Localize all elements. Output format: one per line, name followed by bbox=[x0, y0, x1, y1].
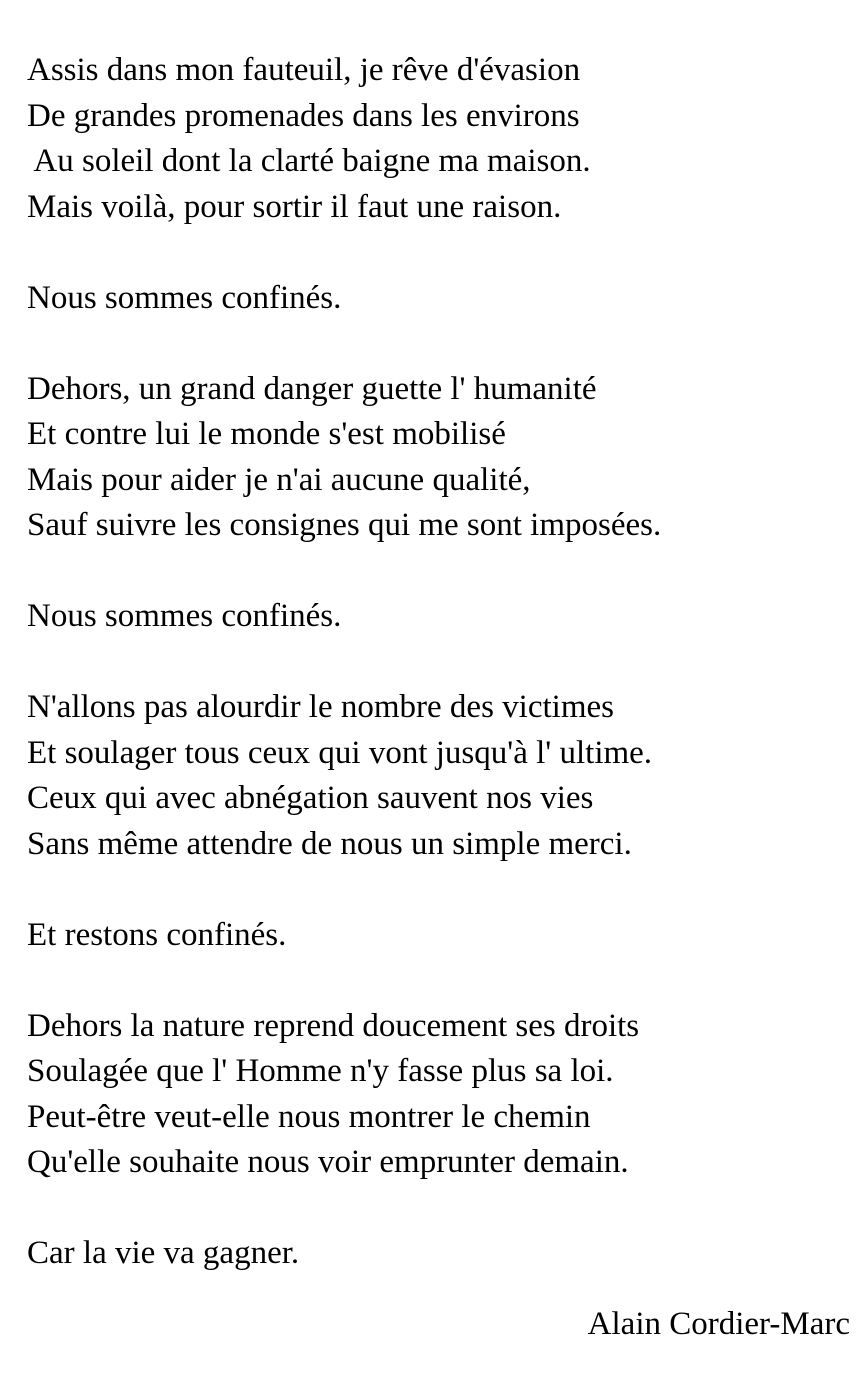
poem-line: Qu'elle souhaite nous voir emprunter demain. bbox=[27, 1144, 629, 1180]
refrain-3: Et restons confinés. bbox=[27, 916, 287, 953]
poem-line: De grandes promenades dans les environs bbox=[27, 97, 580, 134]
poem-line: Ceux qui avec abnégation sauvent nos vies bbox=[27, 780, 594, 816]
poem-line: Et contre lui le monde s'est mobilisé bbox=[27, 416, 506, 452]
poem-line: Peut-être veut-elle nous montrer le chemin bbox=[27, 1098, 591, 1135]
poem-line: Au soleil dont la clarté baigne ma maison. bbox=[27, 143, 591, 179]
poem-line: Dehors la nature reprend doucement ses droits bbox=[27, 1007, 640, 1044]
poem-line: Sauf suivre les consignes qui me sont imposées. bbox=[27, 507, 662, 543]
stanza-gap bbox=[27, 640, 857, 686]
stanza-3 bbox=[27, 685, 857, 867]
poem-line: Soulagée que l' Homme n'y fasse plus sa loi. bbox=[27, 1053, 614, 1089]
poem-line: Assis dans mon fauteuil, je rêve d'évasion bbox=[27, 52, 581, 88]
refrain-1: Nous sommes confinés. bbox=[27, 279, 342, 316]
poem-line: Mais pour aider je n'ai aucune qualité, bbox=[27, 461, 531, 498]
poem-line: Mais voilà, pour sortir il faut une raison. bbox=[27, 188, 562, 225]
stanza-gap bbox=[27, 1186, 857, 1232]
stanza-1 bbox=[27, 48, 857, 230]
stanza-gap bbox=[27, 958, 857, 1004]
poem-line: Sans même attendre de nous un simple merci. bbox=[27, 825, 632, 862]
author-signature: Alain Cordier-Marc bbox=[587, 1306, 850, 1342]
refrain-2: Nous sommes confinés. bbox=[27, 598, 342, 634]
stanza-2 bbox=[27, 367, 857, 549]
closing-line: Car la vie va gagner. bbox=[27, 1235, 300, 1271]
stanza-4 bbox=[27, 1004, 857, 1186]
stanza-gap bbox=[27, 549, 857, 595]
poem-line: Dehors, un grand danger guette l' humanité bbox=[27, 370, 597, 407]
stanza-gap bbox=[27, 321, 857, 367]
poem bbox=[27, 48, 857, 1277]
stanza-gap bbox=[27, 867, 857, 913]
stanza-gap bbox=[27, 230, 857, 276]
poem-line: N'allons pas alourdir le nombre des victimes bbox=[27, 689, 614, 725]
poem-line: Et soulager tous ceux qui vont jusqu'à l' ultime. bbox=[27, 734, 653, 771]
